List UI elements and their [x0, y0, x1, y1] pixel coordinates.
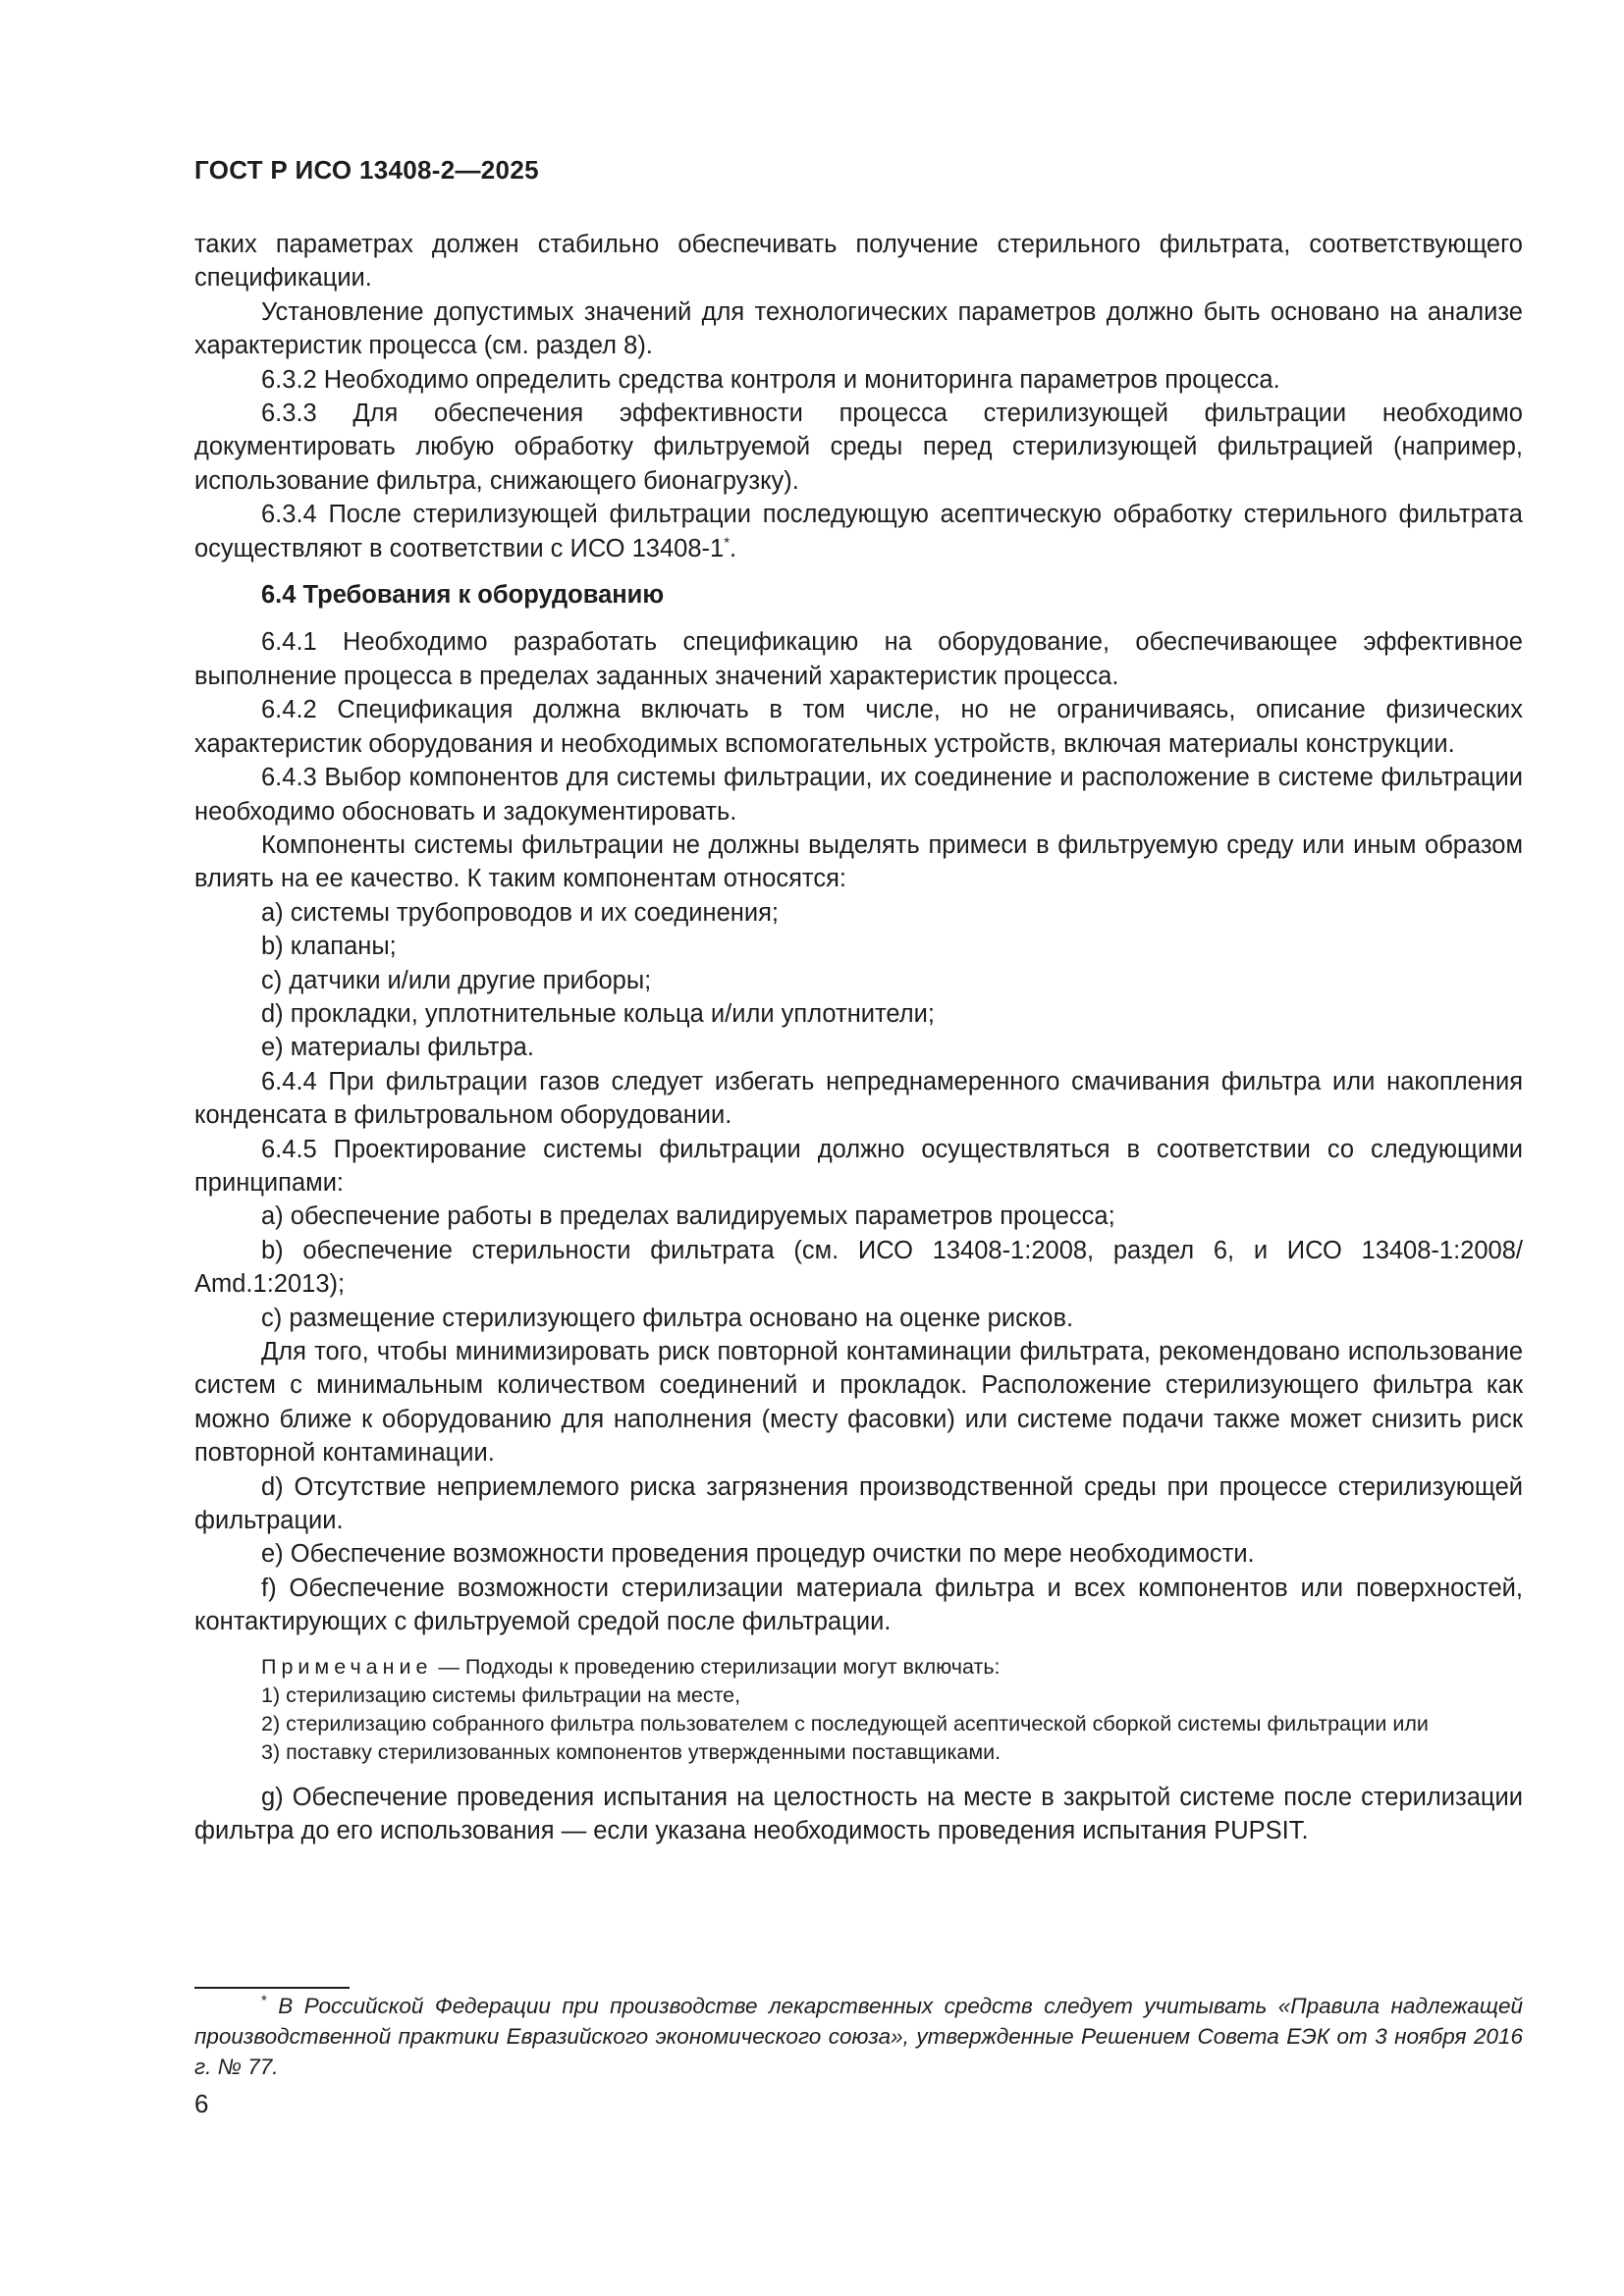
note-intro: [194, 1653, 1523, 1682]
paragraph-6-4-4: 6.4.4 При фильтрации газов следует избегать непреднамеренного смачивания фильтра или накопления конденсата в фильтровальном оборудовании.: [194, 1067, 1523, 1130]
paragraph-limits: Установление допустимых значений для технологических параметров должно быть основано на анализе характеристик процесса (см. раздел 8).: [194, 297, 1523, 360]
list-item-principles-a: a) обеспечение работы в пределах валидируемых параметров процесса;: [261, 1202, 1115, 1231]
note-text: — Подходы к проведению стерилизации могут включать:: [432, 1654, 1001, 1679]
list-item-principles-d: d) Отсутствие неприемлемого риска загрязнения производственной среды при процессе стерилизующей фильтрации.: [194, 1472, 1523, 1535]
list-item-principles-e: e) Обеспечение возможности проведения процедур очистки по мере необходимости.: [261, 1540, 1255, 1569]
footnote: [194, 1991, 1523, 2082]
footnote-mark: *: [261, 1992, 267, 2009]
list-item-components-c: c) датчики и/или другие приборы;: [261, 966, 652, 994]
list-item-components-e: e) материалы фильтра.: [261, 1034, 534, 1062]
note-item-1: 1) стерилизацию системы фильтрации на месте,: [261, 1682, 741, 1707]
note-label: Примечание: [261, 1654, 433, 1679]
footnote-text: В Российской Федерации при производстве лекарственных средств следует учитывать «Правила надлежащей производственной практики Евразийского экономического союза», утвержденные Решением Совета ЕЭК от 3 ноября 2016 г. № 77.: [194, 1994, 1523, 2079]
paragraph-recontamination: Для того, чтобы минимизировать риск повторной контаминации фильтрата, рекомендовано использование систем с минимальным количеством соединений и прокладок. Расположение стерилизующего фильтра как можно ближе к оборудованию для наполнения (месту фасовки) или системе подачи также может снизить риск повторной контаминации.: [194, 1338, 1523, 1468]
paragraph-6-3-4: [194, 498, 1523, 565]
paragraph-6-3-2: 6.3.2 Необходимо определить средства контроля и мониторинга параметров процесса.: [261, 365, 1280, 394]
main-text: [194, 228, 1523, 1847]
document-code-header: ГОСТ Р ИСО 13408-2—2025: [194, 155, 539, 185]
note-item-3: 3) поставку стерилизованных компонентов утвержденными поставщиками.: [261, 1739, 1001, 1764]
list-item-principles-c: c) размещение стерилизующего фильтра основано на оценке рисков.: [261, 1304, 1074, 1332]
paragraph-6-4-2: 6.4.2 Спецификация должна включать в том числе, но не ограничиваясь, описание физических характеристик оборудования и необходимых вспомогательных устройств, включая материалы конструкции.: [194, 696, 1523, 758]
paragraph-6-3-4-text: 6.3.4 После стерилизующей фильтрации последующую асептическую обработку стерильного фильтрата осуществляют в соответствии с ИСО 13408-1: [194, 501, 1523, 562]
section-heading-6-4: 6.4 Требования к оборудованию: [261, 581, 665, 610]
list-item-components-d: d) прокладки, уплотнительные кольца и/или уплотнители;: [261, 999, 935, 1028]
list-item-components-b: b) клапаны;: [261, 933, 397, 961]
paragraph-6-4-3: 6.4.3 Выбор компонентов для системы фильтрации, их соединение и расположение в системе фильтрации необходимо обосновать и задокументировать.: [194, 764, 1523, 826]
note-item-2: 2) стерилизацию собранного фильтра пользователем с последующей асептической сборкой системы фильтрации или: [261, 1711, 1429, 1735]
footnote-divider: [194, 1987, 350, 1989]
paragraph-6-4-5: 6.4.5 Проектирование системы фильтрации должно осуществляться в соответствии со следующими принципами:: [194, 1135, 1523, 1197]
paragraph-6-3-3: 6.3.3 Для обеспечения эффективности процесса стерилизующей фильтрации необходимо документировать любую обработку фильтруемой среды перед стерилизующей фильтрацией (например, использование фильтра, снижающего бионагрузку).: [194, 400, 1523, 495]
paragraph-6-4-1: 6.4.1 Необходимо разработать спецификацию на оборудование, обеспечивающее эффективное выполнение процесса в пределах заданных значений характеристик процесса.: [194, 628, 1523, 690]
list-item-principles-g: g) Обеспечение проведения испытания на целостность на месте в закрытой системе после стерилизации фильтра до его использования — если указана необходимость проведения испытания PUPSIT.: [194, 1783, 1523, 1845]
list-item-principles-b: b) обеспечение стерильности фильтрата (см. ИСО 13408-1:2008, раздел 6, и ИСО 13408-1:2008/ Amd.1:2013);: [194, 1236, 1523, 1299]
paragraph-continuation: таких параметрах должен стабильно обеспечивать получение стерильного фильтрата, соответствующего спецификации.: [194, 231, 1523, 293]
list-item-components-a: a) системы трубопроводов и их соединения;: [261, 898, 780, 927]
list-item-principles-f: f) Обеспечение возможности стерилизации материала фильтра и всех компонентов или поверхностей, контактирующих с фильтруемой средой после фильтрации.: [194, 1574, 1523, 1636]
paragraph-6-3-4-end: .: [730, 534, 737, 562]
page-number: 6: [194, 2089, 209, 2118]
note-block: [194, 1653, 1523, 1767]
footnote-reference: *: [724, 534, 731, 552]
paragraph-components: Компоненты системы фильтрации не должны выделять примеси в фильтруемую среду или иным образом влиять на ее качество. К таким компонентам относятся:: [194, 830, 1523, 893]
